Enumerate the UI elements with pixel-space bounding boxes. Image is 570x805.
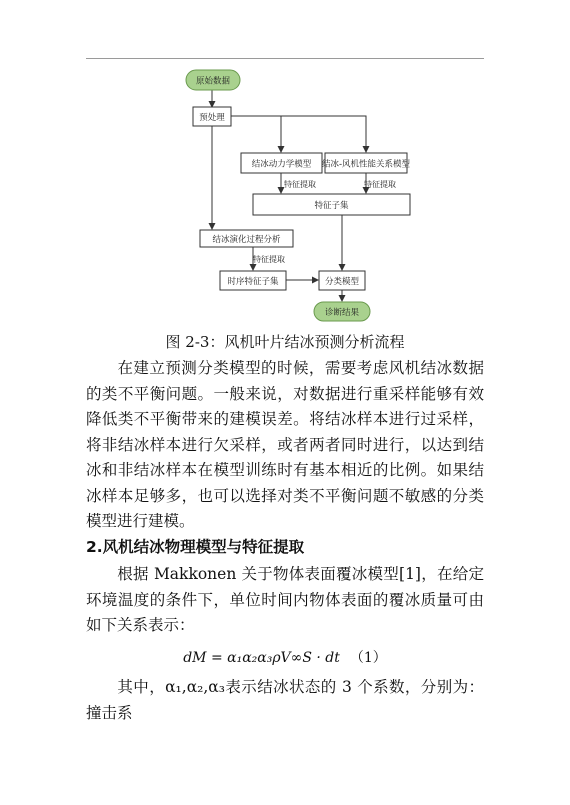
svg-text:结冰演化过程分析: 结冰演化过程分析 [212,235,281,245]
node-start [186,70,240,90]
node-preprocess [193,107,231,126]
paragraph-1 [86,356,484,535]
paragraph-2-text: 根据 Makkonen 关于物体表面覆冰模型[1]，在给定环境温度的条件下，单位时间内物体表面的覆冰质量可由如下关系表示： [86,565,484,634]
svg-text:分类模型: 分类模型 [324,277,360,287]
node-classifier [319,271,365,290]
svg-text:时序特征子集: 时序特征子集 [227,277,279,287]
edge-label-extract-3: 特征提取 [253,255,285,264]
node-icing-performance [322,153,411,173]
edge-preprocess-performance [231,116,366,152]
node-end [314,302,370,321]
equation-body: dM = α₁α₂α₃ρV∞S · dt [183,650,340,666]
paragraph-3-text: 其中，α₁,α₂,α₃表示结冰状态的 3 个系数，分别为：撞击系 [86,678,484,722]
flowchart [0,0,570,330]
svg-text:原始数据: 原始数据 [195,76,231,87]
paragraph-2 [86,562,484,639]
node-feature-subset [253,194,410,215]
equation-number: （1） [349,650,387,666]
node-icing-evolution [200,230,293,247]
svg-text:预处理: 预处理 [199,113,225,123]
edge-label-extract-2: 特征提取 [364,180,396,189]
section-heading: 2.风机结冰物理模型与特征提取 [86,538,305,556]
node-temporal-subset [220,271,286,290]
svg-text:结冰-风机性能关系模型: 结冰-风机性能关系模型 [321,159,411,170]
node-icing-dynamics [241,153,322,173]
svg-text:诊断结果: 诊断结果 [324,308,360,318]
equation [0,647,570,667]
figure-caption: 图 2-3：风机叶片结冰预测分析流程 [165,333,405,351]
edge-label-extract-1: 特征提取 [284,180,316,189]
svg-text:特征子集: 特征子集 [314,201,349,211]
svg-text:结冰动力学模型: 结冰动力学模型 [251,159,312,170]
paragraph-3 [86,675,484,726]
paragraph-1-text: 在建立预测分类模型的时候，需要考虑风机结冰数据的类不平衡问题。一般来说，对数据进行重采样能够有效降低类不平衡带来的建模误差。将结冰样本进行过采样，将非结冰样本进行欠采样，或者两者同时进行，以达到结冰和非结冰样本在模型训练时有基本相近的比例。如果结冰样本足够多，也可以选择对类不平衡问题不敏感的分类模型进行建模。 [86,359,484,530]
